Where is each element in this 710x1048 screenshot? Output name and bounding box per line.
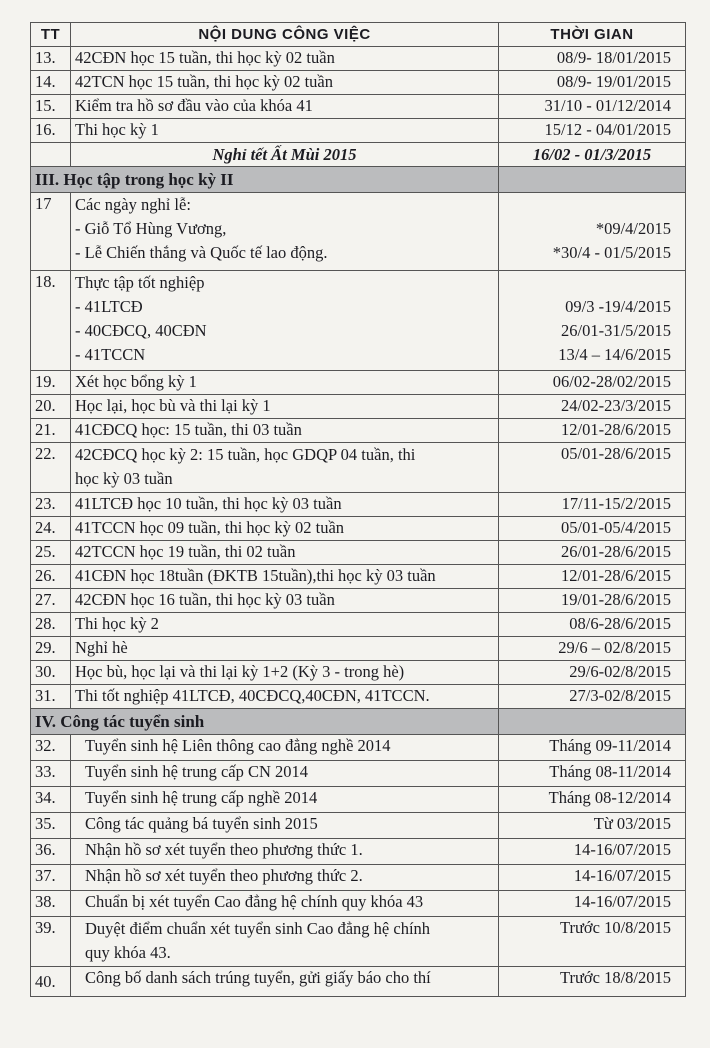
row-task: Xét học bổng kỳ 1 bbox=[71, 371, 499, 395]
header-tt: TT bbox=[31, 23, 71, 47]
task-line: - Giỗ Tổ Hùng Vương, bbox=[75, 219, 227, 238]
section-header-3 bbox=[31, 167, 686, 193]
row-time: Tháng 09-11/2014 bbox=[499, 735, 686, 761]
table-row bbox=[31, 493, 686, 517]
section-title: IV. Công tác tuyển sinh bbox=[31, 709, 499, 735]
table-row bbox=[31, 813, 686, 839]
row-time: 06/02-28/02/2015 bbox=[499, 371, 686, 395]
time-line: 09/3 -19/4/2015 bbox=[565, 297, 671, 316]
task-line: học kỳ 03 tuần bbox=[75, 469, 173, 488]
row-task: 41LTCĐ học 10 tuần, thi học kỳ 03 tuần bbox=[71, 493, 499, 517]
table-row bbox=[31, 119, 686, 143]
row-time bbox=[499, 193, 686, 271]
row-time: 14-16/07/2015 bbox=[499, 865, 686, 891]
time-line: 13/4 – 14/6/2015 bbox=[558, 345, 671, 364]
row-task: 42TCCN học 19 tuần, thi 02 tuần bbox=[71, 541, 499, 565]
row-time: 17/11-15/2/2015 bbox=[499, 493, 686, 517]
row-task: Nhận hồ sơ xét tuyển theo phương thức 1. bbox=[71, 839, 499, 865]
holiday-row bbox=[31, 143, 686, 167]
task-line: quy khóa 43. bbox=[85, 943, 171, 962]
row-task: Thi tốt nghiệp 41LTCĐ, 40CĐCQ,40CĐN, 41TCCN. bbox=[71, 685, 499, 709]
table-row bbox=[31, 371, 686, 395]
row-task: 41CĐN học 18tuần (ĐKTB 15tuần),thi học kỳ 03 tuần bbox=[71, 565, 499, 589]
row-time: 14-16/07/2015 bbox=[499, 891, 686, 917]
row-time: 05/01-05/4/2015 bbox=[499, 517, 686, 541]
row-time: 12/01-28/6/2015 bbox=[499, 565, 686, 589]
task-line: - 40CĐCQ, 40CĐN bbox=[75, 321, 207, 340]
row-number: 28. bbox=[31, 613, 71, 637]
row-task: Tuyển sinh hệ trung cấp CN 2014 bbox=[71, 761, 499, 787]
row-number: 40. bbox=[31, 967, 71, 997]
row-number: 19. bbox=[31, 371, 71, 395]
row-number: 31. bbox=[31, 685, 71, 709]
table-row bbox=[31, 95, 686, 119]
row-task: 42CĐN học 15 tuần, thi học kỳ 02 tuần bbox=[71, 47, 499, 71]
table-row bbox=[31, 637, 686, 661]
row-time: 12/01-28/6/2015 bbox=[499, 419, 686, 443]
row-task: Kiểm tra hồ sơ đầu vào của khóa 41 bbox=[71, 95, 499, 119]
row-task: Tuyển sinh hệ trung cấp nghề 2014 bbox=[71, 787, 499, 813]
row-number: 39. bbox=[31, 917, 71, 967]
task-line: Các ngày nghỉ lễ: bbox=[75, 195, 191, 214]
table-row bbox=[31, 685, 686, 709]
row-time: 29/6-02/8/2015 bbox=[499, 661, 686, 685]
table-body bbox=[31, 47, 686, 997]
time-line: *30/4 - 01/5/2015 bbox=[552, 243, 671, 262]
row-number: 24. bbox=[31, 517, 71, 541]
row-time: 24/02-23/3/2015 bbox=[499, 395, 686, 419]
task-line: Duyệt điểm chuẩn xét tuyển sinh Cao đẳng hệ chính bbox=[85, 919, 431, 938]
table-row bbox=[31, 47, 686, 71]
table-row bbox=[31, 917, 686, 967]
time-line: 26/01-31/5/2015 bbox=[561, 321, 671, 340]
row-task: Công bố danh sách trúng tuyển, gửi giấy báo cho thí bbox=[71, 967, 499, 997]
row-time: 27/3-02/8/2015 bbox=[499, 685, 686, 709]
row-task bbox=[71, 193, 499, 271]
table-row bbox=[31, 589, 686, 613]
row-number: 34. bbox=[31, 787, 71, 813]
row-number: 23. bbox=[31, 493, 71, 517]
table-row bbox=[31, 761, 686, 787]
schedule-table bbox=[30, 22, 686, 997]
row-time: 31/10 - 01/12/2014 bbox=[499, 95, 686, 119]
task-line: - 41TCCN bbox=[75, 345, 146, 364]
row-time: Từ 03/2015 bbox=[499, 813, 686, 839]
row-number: 37. bbox=[31, 865, 71, 891]
table-row bbox=[31, 271, 686, 371]
row-task bbox=[71, 443, 499, 493]
row-number: 33. bbox=[31, 761, 71, 787]
table-row bbox=[31, 71, 686, 95]
table-row bbox=[31, 891, 686, 917]
row-task: 41TCCN học 09 tuần, thi học kỳ 02 tuần bbox=[71, 517, 499, 541]
row-task bbox=[71, 271, 499, 371]
header-time: THỜI GIAN bbox=[499, 23, 686, 47]
section-title: III. Học tập trong học kỳ II bbox=[31, 167, 499, 193]
row-task: Học bù, học lại và thi lại kỳ 1+2 (Kỳ 3 - trong hè) bbox=[71, 661, 499, 685]
table-row bbox=[31, 967, 686, 997]
table-row bbox=[31, 565, 686, 589]
row-number: 16. bbox=[31, 119, 71, 143]
table-row bbox=[31, 193, 686, 271]
row-task: Chuẩn bị xét tuyển Cao đẳng hệ chính quy khóa 43 bbox=[71, 891, 499, 917]
row-task: Nhận hồ sơ xét tuyển theo phương thức 2. bbox=[71, 865, 499, 891]
row-time: Trước 18/8/2015 bbox=[499, 967, 686, 997]
row-number: 22. bbox=[31, 443, 71, 493]
table-row bbox=[31, 865, 686, 891]
holiday-label: Nghỉ tết Ất Mùi 2015 bbox=[71, 143, 499, 167]
row-number: 25. bbox=[31, 541, 71, 565]
row-number: 35. bbox=[31, 813, 71, 839]
row-time: 14-16/07/2015 bbox=[499, 839, 686, 865]
row-time: 26/01-28/6/2015 bbox=[499, 541, 686, 565]
row-number: 17 bbox=[31, 193, 71, 271]
row-task: 42TCN học 15 tuần, thi học kỳ 02 tuần bbox=[71, 71, 499, 95]
table-row bbox=[31, 735, 686, 761]
row-time bbox=[499, 271, 686, 371]
row-time: 29/6 – 02/8/2015 bbox=[499, 637, 686, 661]
row-time: Tháng 08-11/2014 bbox=[499, 761, 686, 787]
table-row bbox=[31, 395, 686, 419]
table-row bbox=[31, 517, 686, 541]
table-row bbox=[31, 787, 686, 813]
row-number: 26. bbox=[31, 565, 71, 589]
row-time: Trước 10/8/2015 bbox=[499, 917, 686, 967]
row-number: 29. bbox=[31, 637, 71, 661]
row-time: 08/6-28/6/2015 bbox=[499, 613, 686, 637]
row-task: Tuyển sinh hệ Liên thông cao đẳng nghề 2014 bbox=[71, 735, 499, 761]
row-time: 08/9- 18/01/2015 bbox=[499, 47, 686, 71]
row-time: 08/9- 19/01/2015 bbox=[499, 71, 686, 95]
table-row bbox=[31, 419, 686, 443]
row-task: Công tác quảng bá tuyển sinh 2015 bbox=[71, 813, 499, 839]
task-line: - 41LTCĐ bbox=[75, 297, 143, 316]
section-header-4 bbox=[31, 709, 686, 735]
row-time: 19/01-28/6/2015 bbox=[499, 589, 686, 613]
row-number: 36. bbox=[31, 839, 71, 865]
row-number: 27. bbox=[31, 589, 71, 613]
task-line: - Lễ Chiến thắng và Quốc tế lao động. bbox=[75, 243, 328, 262]
table-row bbox=[31, 541, 686, 565]
table-row bbox=[31, 613, 686, 637]
row-time: 05/01-28/6/2015 bbox=[499, 443, 686, 493]
row-number: 18. bbox=[31, 271, 71, 371]
row-task: Thi học kỳ 1 bbox=[71, 119, 499, 143]
row-number: 20. bbox=[31, 395, 71, 419]
task-line: Thực tập tốt nghiệp bbox=[75, 273, 205, 292]
row-task: 42CĐN học 16 tuần, thi học kỳ 03 tuần bbox=[71, 589, 499, 613]
table-row bbox=[31, 839, 686, 865]
row-number: 32. bbox=[31, 735, 71, 761]
row-task: Học lại, học bù và thi lại kỳ 1 bbox=[71, 395, 499, 419]
table-row bbox=[31, 661, 686, 685]
row-task: Thi học kỳ 2 bbox=[71, 613, 499, 637]
row-number: 21. bbox=[31, 419, 71, 443]
row-number: 30. bbox=[31, 661, 71, 685]
row-number: 15. bbox=[31, 95, 71, 119]
row-time: Tháng 08-12/2014 bbox=[499, 787, 686, 813]
row-number: 13. bbox=[31, 47, 71, 71]
table-row bbox=[31, 443, 686, 493]
row-number: 38. bbox=[31, 891, 71, 917]
header-content: NỘI DUNG CÔNG VIỆC bbox=[71, 23, 499, 47]
row-number: 14. bbox=[31, 71, 71, 95]
row-task: Nghỉ hè bbox=[71, 637, 499, 661]
task-line: 42CĐCQ học kỳ 2: 15 tuần, học GDQP 04 tuần, thi bbox=[75, 445, 416, 464]
holiday-time: 16/02 - 01/3/2015 bbox=[499, 143, 686, 167]
row-task bbox=[71, 917, 499, 967]
row-time: 15/12 - 04/01/2015 bbox=[499, 119, 686, 143]
time-line: *09/4/2015 bbox=[595, 219, 671, 238]
table-header bbox=[31, 23, 686, 47]
row-task: 41CĐCQ học: 15 tuần, thi 03 tuần bbox=[71, 419, 499, 443]
